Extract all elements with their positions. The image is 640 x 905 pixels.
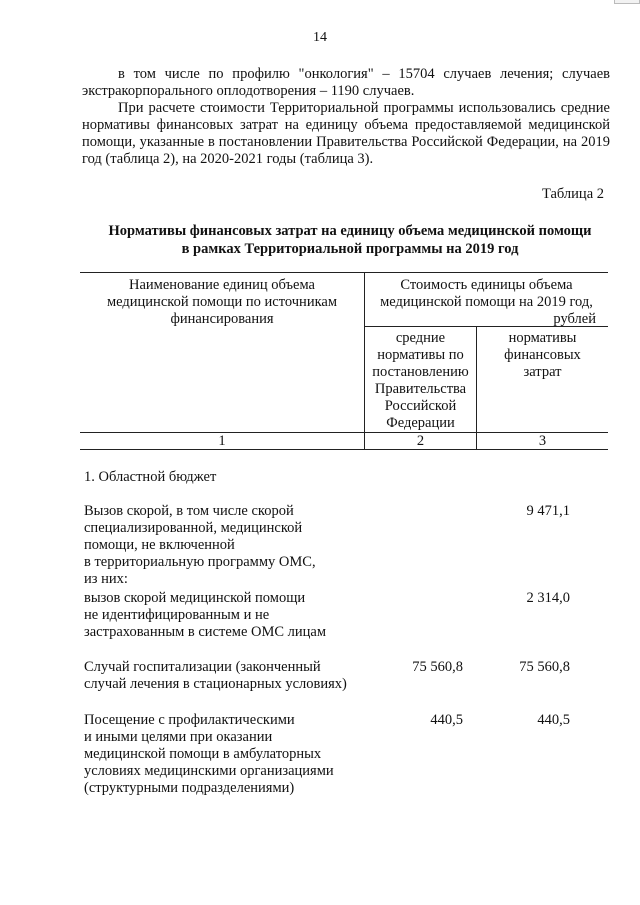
table-row-0-label xyxy=(84,503,374,588)
header-col2-line: Российской xyxy=(384,398,457,414)
header-col3-line: финансовых xyxy=(504,347,581,363)
header-col1-line: Наименование единиц объема xyxy=(129,277,315,293)
page-number: 14 xyxy=(313,30,327,45)
table-title-line-1: Нормативы финансовых затрат на единицу объема медицинской помощи xyxy=(108,223,592,239)
table-row-0-value-3: 9 471,1 xyxy=(526,503,570,519)
table-row-2-value-2: 75 560,8 xyxy=(412,659,463,675)
row-label-line: в территориальную программу ОМС, xyxy=(84,554,316,570)
header-col2-line: нормативы по xyxy=(377,347,464,363)
intro-paragraph-1 xyxy=(82,66,610,100)
header-col1 xyxy=(80,277,364,328)
intro-paragraph-2 xyxy=(82,100,610,168)
table-row-3-label xyxy=(84,712,374,797)
header-col1-line: финансирования xyxy=(170,311,274,327)
row-label-line: случай лечения в стационарных условиях) xyxy=(84,676,347,692)
header-col2-line: постановлению xyxy=(372,364,469,380)
section-title: 1. Областной бюджет xyxy=(84,469,217,485)
corner-mark xyxy=(614,0,640,4)
table-top-rule xyxy=(80,272,608,273)
header-col1-line: медицинской помощи по источникам xyxy=(106,294,338,310)
row-label-line: из них: xyxy=(84,571,128,587)
table-row-2-value-3: 75 560,8 xyxy=(519,659,570,675)
row-label-line: не идентифицированным и не xyxy=(84,607,270,623)
column-number-2: 2 xyxy=(416,433,425,449)
header-group-line: медицинской помощи на 2019 год, xyxy=(380,294,593,310)
row-label-line: медицинской помощи в амбулаторных xyxy=(84,746,322,762)
table-row-3-value-2: 440,5 xyxy=(430,712,463,728)
header-col3 xyxy=(477,330,608,381)
row-label-line: специализированной, медицинской xyxy=(84,520,303,536)
row-label-line: Вызов скорой, в том числе скорой xyxy=(84,503,294,519)
header-group-line: рублей xyxy=(553,311,596,327)
header-col3-line: затрат xyxy=(523,364,562,380)
column-number-3: 3 xyxy=(538,433,547,449)
row-label-line: Случай госпитализации (законченный xyxy=(84,659,321,675)
table-title-line-2: в рамках Территориальной программы на 2019 год xyxy=(181,241,519,257)
table-row-3-value-3: 440,5 xyxy=(537,712,570,728)
header-group xyxy=(365,277,608,328)
table-title xyxy=(60,222,640,258)
row-label-line: (структурными подразделениями) xyxy=(84,780,295,796)
row-label-line: застрахованным в системе ОМС лицам xyxy=(84,624,327,640)
intro-text-1: в том числе по профилю "онкология" – 15704 случаев лечения; случаев экстракорпорального оплодотворения – 1190 случаев. xyxy=(82,66,610,99)
header-col2 xyxy=(365,330,476,432)
column-number-1: 1 xyxy=(218,433,226,449)
header-col3-line: нормативы xyxy=(508,330,577,346)
row-label-line: условиях медицинскими организациями xyxy=(84,763,334,779)
intro-text-2: При расчете стоимости Территориальной программы использовались средние нормативы финансовых затрат на единицу объема предоставляемой медицинской помощи, указанные в постановлении Правительства Российской Федерации, на 2019 год (таблица 2), на 2020-2021 годы (таблица 3). xyxy=(82,100,610,167)
row-label-line: Посещение с профилактическими xyxy=(84,712,295,728)
table-row-2-label xyxy=(84,659,374,693)
table-row-1-label xyxy=(84,590,374,641)
table-label: Таблица 2 xyxy=(541,186,604,202)
table-row-1-value-3: 2 314,0 xyxy=(526,590,570,606)
row-label-line: помощи, не включенной xyxy=(84,537,235,553)
header-col2-line: средние xyxy=(395,330,446,346)
row-label-line: и иными целями при оказании xyxy=(84,729,273,745)
row-label-line: вызов скорой медицинской помощи xyxy=(84,590,306,606)
header-col2-line: Правительства xyxy=(374,381,467,397)
header-group-line: Стоимость единицы объема xyxy=(400,277,573,293)
header-col2-line: Федерации xyxy=(386,415,455,431)
